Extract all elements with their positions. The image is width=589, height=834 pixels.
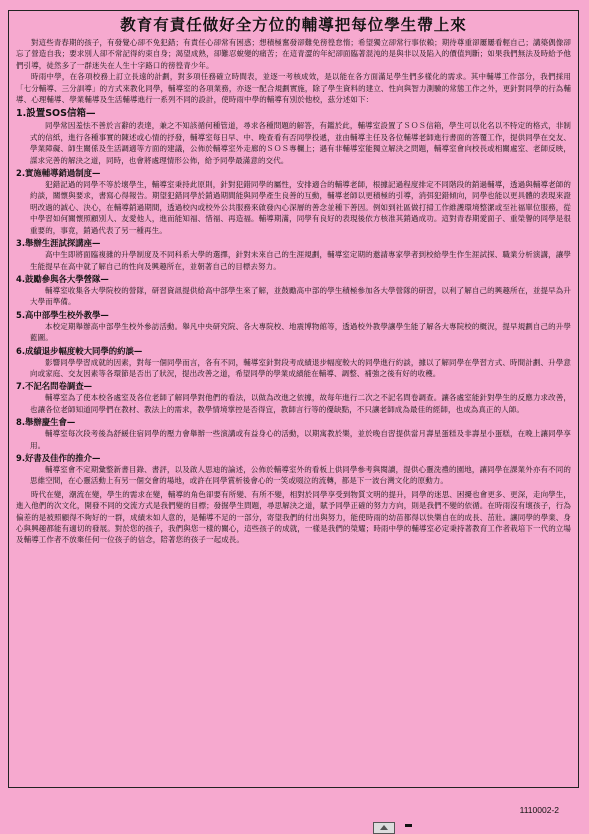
section-career-lectures xyxy=(16,237,571,272)
section-body: 高中生即將面臨複雜的升學制度及不同科系大學的選擇，針對未來自己的生涯規劃，輔導室定期的邀請專家學者到校給學生作生涯試探、職業分析演講，讓學生能提早在高中就了解自己的性向及興趣所在，並朝著自己的目標去努力。 xyxy=(30,250,571,271)
section-heading: 3.舉辦生涯試探講座— xyxy=(16,238,101,249)
section-body: 犯錯記過的同學不等於壞學生，輔導室秉持此原則，針對犯錯同學的屬性，安排適合的輔導老師，根據記過程度排定不同階段的銷過輔導，透過與輔導老師的約談，關懷與要求，書寫心得報告。期望犯錯同學於銷過期間能與同學產生良善的互動，輔導老師以更積極的引導，消弭犯錯傾向，同學也能以更具體的表現來證明改過的誠心、決心，在輔導銷過期間，透過校內或校外公共服務來啟發內心深層的善念並種下善因。例如到社區做打掃工作維護環境整潔或至社福單位服務，從中學習如何關懷照顧別人、友愛他人，進而能知福、惜福、再造福。輔導期滿，同學有良好的表現後依方核准其銷過成功。這對青春期愛面子、重榮譽的同學是很重要的，事竟，銷過代表了另一種再生。 xyxy=(30,180,571,235)
section-body: 輔導室會不定期彙整新書目錄、書評，以及啟人思迪的論述，公佈於輔導室外的看板上供同學參考與閱讀，提供心靈洗禮的園地，讓同學在課業外亦有不同的思維空間，在心靈活動上有另一個交會的場地，或許在同學賞析後會心的一笑或啜泣的流轉，都是下一波台灣文化的原動力。 xyxy=(30,464,571,486)
section-body: 本校定期舉辦高中部學生校外參訪活動。舉凡中央研究院、各大專院校、地震博物館等，透過校外教學讓學生能了解各大專院校的概況，提早規劃自己的升學藍圖。 xyxy=(30,321,571,343)
section-birthday-party xyxy=(16,416,571,451)
section-sos-mailbox xyxy=(16,107,571,166)
section-body: 輔導室收集各大學院校的營隊，研習資訊提供給高中部學生來了解，並鼓勵高中部的學生積極參加各大學營隊的研習，以利了解自己的興趣所在，並提早為升大學而準備。 xyxy=(30,285,571,307)
page-title: 教育有責任做好全方位的輔導把每位學生帶上來 xyxy=(120,15,467,34)
section-university-camps xyxy=(16,273,571,308)
section-book-recommendations xyxy=(16,452,571,487)
section-demerit-counseling xyxy=(16,167,571,236)
intro-paragraph-2: 時雨中學，在各項校務上訂立長遠的計劃，對多項任務確立時間表，並逐一考核成效，是以能在各方面滿足學生們多樣化的需求。其中輔導工作部分，我們採用「七分輔導、三分訓導」的方式來教化同學，輔導室的各項業務，亦逐一配合規劃實施，除了學生資料的建立、性向與智力測驗的常態工作之外，更針對同學的行為輔導、心理輔導、學業輔導及生活輔導進行一系列不同的設計，使時雨中學的輔導有別於他校，茲分述如下： xyxy=(16,72,571,105)
section-heading: 7.不記名問卷調查— xyxy=(16,381,93,392)
section-body: 同學常因羞怯不善於言辭的表達，兼之不知該循何種管道，尋求各種問題的解答，有鑑於此，輔導室設置了ＳＯＳ信箱，學生可以化名以不特定的格式，非制式的信紙，進行各種事實的陳述或心情的抒發，輔導室每日早、中、晚查看有否同學投遞，並由輔導主任及各位輔導老師進行書面的答覆工作，提供同學在交友、學業障礙、師生關係及生活調適等方面的建議，公佈於輔導室外走廊的ＳＯＳ專欄上；遇有非輔導室能獨立解決之問題，輔導室會向校長或相關處室、老師反映，謀求完善的解決之道，同時，也會將處理情形公佈，給予同學最滿意的交代。 xyxy=(30,121,571,165)
section-heading: 2.實施輔導銷過制度— xyxy=(16,168,101,179)
section-heading: 8.舉辦慶生會— xyxy=(16,417,76,428)
section-field-trips xyxy=(16,309,571,344)
section-body: 影響同學學習成就的因素，對每一個同學而言，各有不同，輔導室針對段考成績退步幅度較大的同學進行約談，據以了解同學在學習方式、時間計劃、升學意向或家庭、交友因素等各環節是否出了狀況，提出改善之道，希望同學的學業成績能在輔導、調整、補強之後有好的收穫。 xyxy=(30,357,571,378)
closing-paragraph: 時代在變，潮流在變，學生的需求在變，輔導的角色卻要有所變、有所不變，相對於同學享受到物質文明的提升，同學的迷思、困擾也會更多、更深，走向學生，進入他們的次文化，開發不同的交流方式是我們變的目標；發掘學生問題，尋思解決之道，賦予同學正確的努力方向，則是我們不變的依循。在時雨沒有壞孩子，行為偏差的是被照顧得不夠好的一群，成績未如人意的，是輔導不足的一部分，寄望我們的付出與努力，能使時雨的幼苗都得以快樂自在的成長、茁壯。讓同學的學業、身心與興趣都能有適切的發展。對於您的孩子，我們與您一樣的關心，這些孩子的成就，一樣是我們的榮耀；時雨中學的輔導室必定秉持著教育工作者栽培下一代的立場及輔導工作者不放棄任何一位孩子的信念，陪著您的孩子一起成長。 xyxy=(16,489,571,545)
dash-mark xyxy=(405,824,412,827)
section-heading: 5.高中部學生校外教學— xyxy=(16,309,109,320)
section-anonymous-survey xyxy=(16,380,571,415)
print-icon[interactable] xyxy=(373,822,395,834)
section-body: 輔導室每次段考後為舒緩住宿同學的壓力會舉辦一些演講或有益身心的活動，以期寓教於樂，並於晚自習提供當月壽星蛋糕及非壽星小蛋糕，在晚上讓同學享用。 xyxy=(30,429,571,450)
section-body: 輔導室為了使本校各處室及各位老師了解同學對他們的看法，以做為改進之依據，故每年進行二次之不記名問卷調查。讓各處室能針對學生的反應力求改善，也讓各位老師知道同學們在教材、教法上的需求，教學情境掌控是否得宜，教師言行等的優缺點，不只讓老師成為最佳的經師，也成為真正的人師。 xyxy=(30,393,571,414)
section-heading: 4.鼓勵參與各大學營隊— xyxy=(16,273,109,284)
section-heading: 1.設置SOS信箱— xyxy=(16,108,96,120)
section-heading: 6.成績退步幅度較大同學的約談— xyxy=(16,345,143,356)
document-code: 1110002-2 xyxy=(519,805,559,815)
section-heading: 9.好書及佳作的推介— xyxy=(16,452,101,463)
section-grade-interviews xyxy=(16,345,571,380)
document-frame xyxy=(8,10,579,788)
intro-paragraph-1: 對這些青春期的孩子，有發覺心卻不免犯錯；有責任心卻常有困惑；想積極奮發卻難免徬徨怠惰；希望獨立卻常行事依賴；期待尊重卻屢屢看輕自己；講築偶像卻忘了營造自我；要求別人卻不常記得約束自身；渴望成熟，卻難忍蛻變的痛苦；在這青澀的年紀卻面臨著混沌的是與非以及陷入的價值判斷；如果我們無法及時給予他們引導，徒然多了一群迷失在人生十字路口的徬徨青少年。 xyxy=(16,38,571,70)
